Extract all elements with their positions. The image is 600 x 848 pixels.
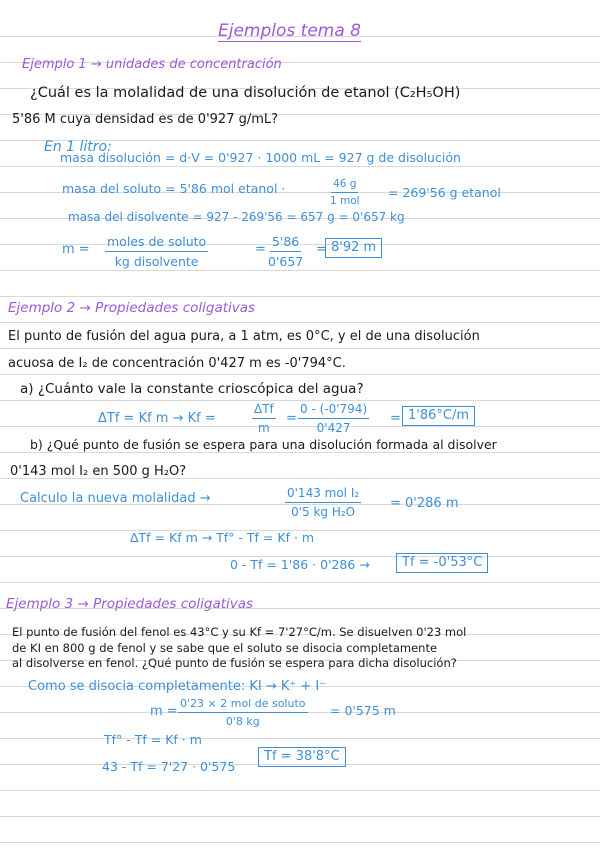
ex2-question-a: a) ¿Cuánto vale la constante crioscópica del agua? xyxy=(20,381,364,397)
fraction-denominator: m xyxy=(258,421,270,435)
ex2-b-equation: ΔTf = Kf m → Tf° - Tf = Kf · m xyxy=(130,530,315,545)
ex2-b-result-box: Tf = -0'53°C xyxy=(396,553,488,573)
ex3-result-box: Tf = 38'8°C xyxy=(258,747,346,767)
ex1-question-line-2: 5'86 M cuya densidad es de 0'927 g/mL? xyxy=(12,112,279,127)
fraction-numerator: 0'143 mol I₂ xyxy=(285,486,361,503)
ex1-molality-fraction xyxy=(105,234,208,269)
ex2-a-equals: = xyxy=(286,411,297,426)
ex3-problem-line-1: El punto de fusión del fenol es 43°C y su Kf = 7'27°C/m. Se disuelven 0'23 mol xyxy=(12,625,467,639)
ex3-molality-lhs: m = xyxy=(150,704,178,719)
ex1-masa-soluto-result: = 269'56 g etanol xyxy=(388,185,501,200)
ex3-dissociation: Como se disocia completamente: KI → K⁺ + I⁻ xyxy=(28,679,327,694)
ex3-equation: Tf° - Tf = Kf · m xyxy=(104,732,202,747)
ex2-a-equals-2: = xyxy=(390,411,401,426)
ex2-a-lhs: ΔTf = Kf m → Kf = xyxy=(98,411,216,426)
ex1-molality-lhs: m = xyxy=(62,242,90,257)
ex3-problem-line-3: al disolverse en fenol. ¿Qué punto de fusión se espera para dicha disolución? xyxy=(12,656,457,670)
ex1-equals: = xyxy=(255,242,266,257)
ex2-heading: Ejemplo 2 → Propiedades coligativas xyxy=(8,300,256,316)
ex3-molality-result: = 0'575 m xyxy=(330,703,396,718)
ex1-heading: Ejemplo 1 → unidades de concentración xyxy=(22,57,282,72)
fraction-numerator: moles de soluto xyxy=(105,234,208,252)
fraction-numerator: 5'86 xyxy=(270,234,301,252)
fraction-denominator: 0'8 kg xyxy=(225,715,260,728)
ex2-b-lhs: Calculo la nueva molalidad → xyxy=(20,491,211,506)
ex3-heading: Ejemplo 3 → Propiedades coligativas xyxy=(6,596,254,612)
ex2-question-b-line-1: b) ¿Qué punto de fusión se espera para una disolución formada al disolver xyxy=(30,437,497,452)
fraction-denominator: 1 mol xyxy=(330,195,360,207)
ex3-problem-line-2: de KI en 800 g de fenol y se sabe que el soluto se disocia completamente xyxy=(12,641,438,655)
ex3-molality-fraction xyxy=(178,697,308,728)
ex1-step-masa-soluto: masa del soluto = 5'86 mol etanol · xyxy=(62,181,286,196)
ex2-problem-line-1: El punto de fusión del agua pura, a 1 atm, es 0°C, y el de una disolución xyxy=(8,329,480,344)
ex2-a-result-box: 1'86°C/m xyxy=(402,406,475,426)
fraction-numerator: 46 g xyxy=(331,178,358,193)
ex1-question-line-1: ¿Cuál es la molalidad de una disolución de etanol (C₂H₅OH) xyxy=(30,85,461,101)
ex2-b-result: = 0'286 m xyxy=(390,496,459,511)
ex2-b-substitution: 0 - Tf = 1'86 · 0'286 → xyxy=(230,557,370,572)
fraction-denominator: 0'5 kg H₂O xyxy=(291,505,356,519)
ex3-substitution: 43 - Tf = 7'27 · 0'575 xyxy=(102,759,236,774)
ex1-result-box: 8'92 m xyxy=(325,238,382,258)
ex1-step-1-litro: En 1 litro: xyxy=(44,139,112,155)
fraction-numerator: 0'23 × 2 mol de soluto xyxy=(178,697,308,713)
fraction-denominator: 0'657 xyxy=(268,254,304,269)
page-title: Ejemplos tema 8 xyxy=(218,21,361,41)
ex1-step-masa-disolvente: masa del disolvente = 927 - 269'56 = 657 g = 0'657 kg xyxy=(68,210,405,224)
ex2-b-fraction xyxy=(285,486,361,519)
ex1-equals-2: = xyxy=(316,242,327,257)
ex1-step-masa-disolucion: masa disolución = d·V = 0'927 · 1000 mL = 927 g de disolución xyxy=(60,150,461,165)
fraction-denominator: kg disolvente xyxy=(114,254,199,269)
ex2-question-b-line-2: 0'143 mol I₂ en 500 g H₂O? xyxy=(10,464,187,479)
fraction-numerator: 0 - (-0'794) xyxy=(298,402,369,419)
ex2-a-fraction xyxy=(252,402,276,435)
ex2-problem-line-2: acuosa de I₂ de concentración 0'427 m es -0'794°C. xyxy=(8,356,346,371)
ex1-molality-values-fraction xyxy=(268,234,303,269)
ex1-conversion-fraction xyxy=(330,178,360,207)
ex2-a-values-fraction xyxy=(298,402,369,435)
fraction-denominator: 0'427 xyxy=(316,421,351,435)
fraction-numerator: ΔTf xyxy=(252,402,276,419)
